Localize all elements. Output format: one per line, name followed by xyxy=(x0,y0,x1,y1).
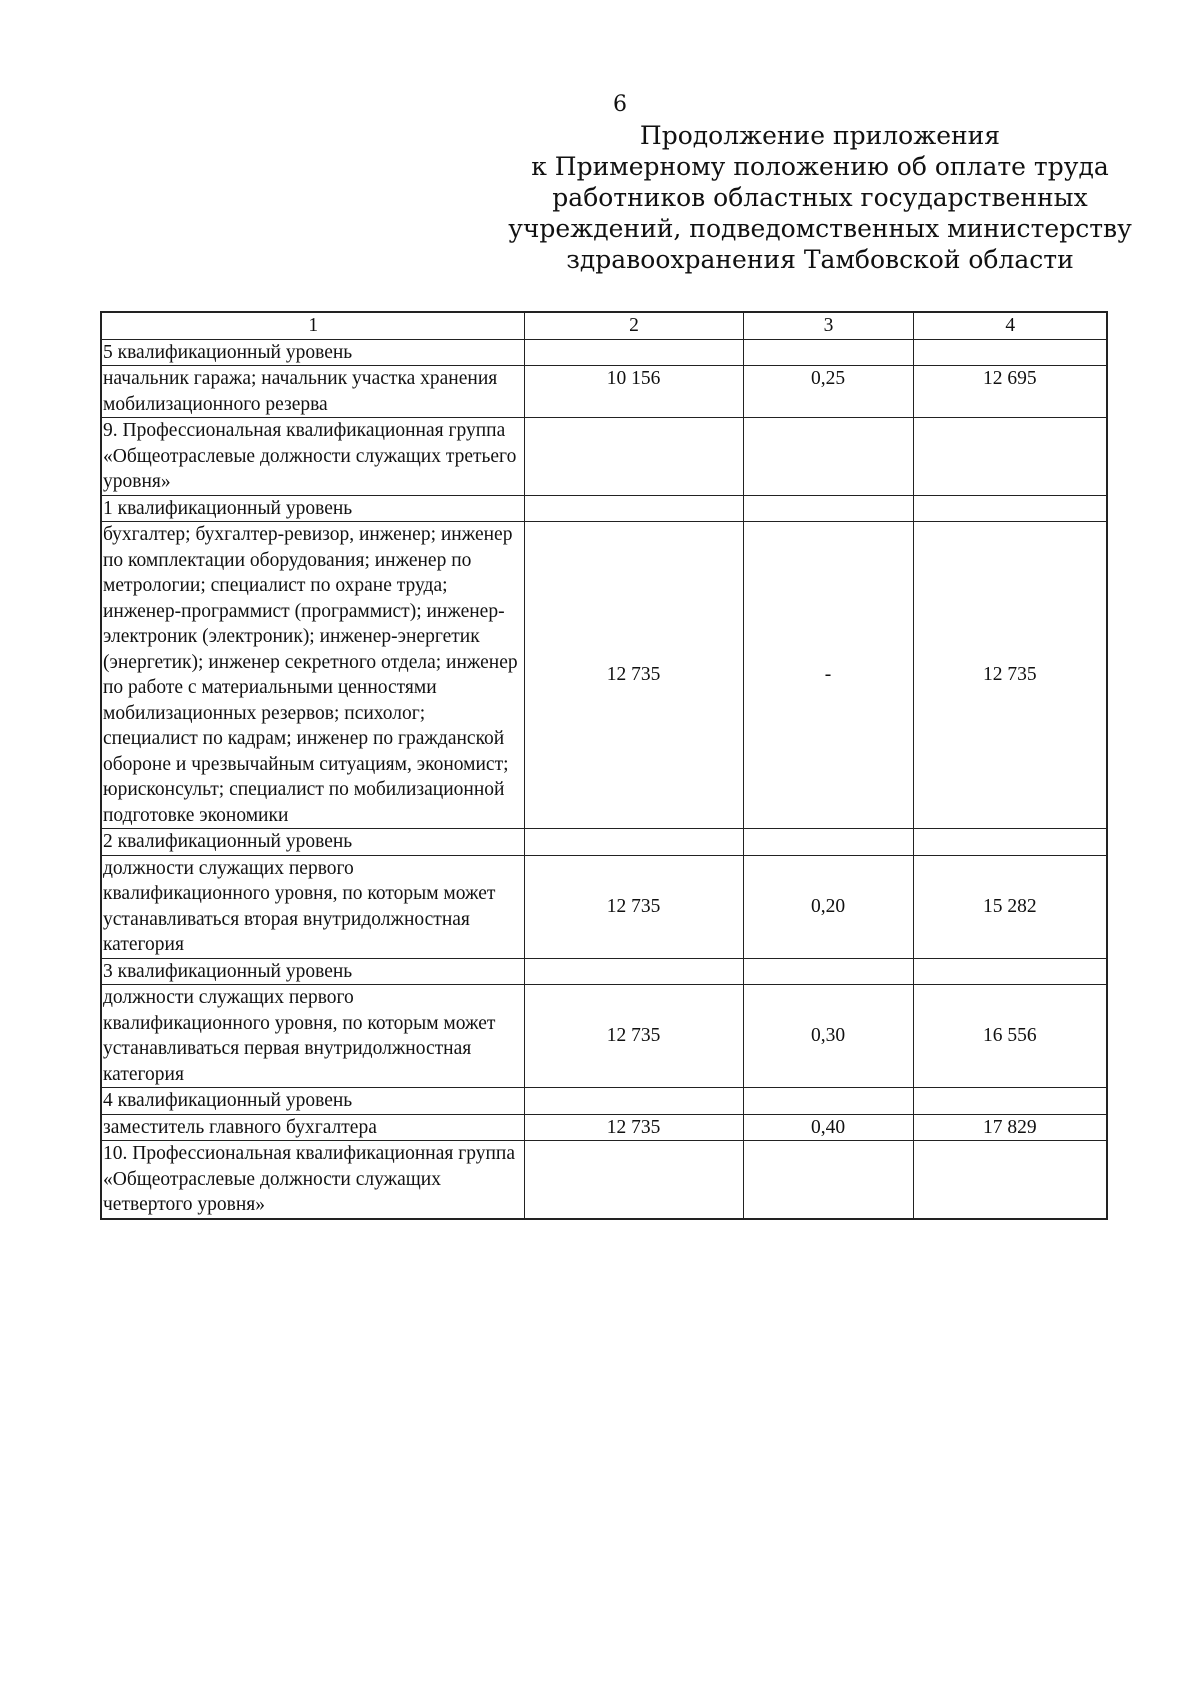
coefficient-cell xyxy=(743,1141,913,1219)
coefficient-cell xyxy=(743,829,913,856)
position-cell: заместитель главного бухгалтера xyxy=(101,1114,524,1141)
table-row xyxy=(101,495,1107,522)
salary-cell xyxy=(913,829,1107,856)
position-cell: должности служащих первого квалификационного уровня, по которым может устанавливаться вторая внутридолжностная категория xyxy=(101,855,524,958)
salary-table xyxy=(100,311,1108,1220)
salary-cell xyxy=(913,418,1107,496)
table-row xyxy=(101,958,1107,985)
base-salary-cell xyxy=(524,1088,743,1115)
position-cell: 9. Профессиональная квалификационная группа «Общеотраслевые должности служащих третьего уровня» xyxy=(101,418,524,496)
base-salary-cell xyxy=(524,495,743,522)
coefficient-cell: - xyxy=(743,522,913,829)
column-header: 2 xyxy=(524,312,743,339)
base-salary-cell: 10 156 xyxy=(524,366,743,418)
salary-cell xyxy=(913,958,1107,985)
base-salary-cell: 12 735 xyxy=(524,985,743,1088)
header-line: Продолжение приложения xyxy=(639,121,1001,150)
coefficient-cell: 0,25 xyxy=(743,366,913,418)
table-row xyxy=(101,1114,1107,1141)
salary-cell xyxy=(913,495,1107,522)
base-salary-cell: 12 735 xyxy=(524,1114,743,1141)
table-header-row xyxy=(101,312,1107,339)
base-salary-cell: 12 735 xyxy=(524,522,743,829)
base-salary-cell xyxy=(524,829,743,856)
coefficient-cell xyxy=(743,495,913,522)
table-row xyxy=(101,522,1107,829)
page-number: 6 xyxy=(613,92,627,117)
base-salary-cell xyxy=(524,958,743,985)
table-row xyxy=(101,1141,1107,1219)
position-cell: начальник гаража; начальник участка хранения мобилизационного резерва xyxy=(101,366,524,418)
table-row xyxy=(101,339,1107,366)
coefficient-cell: 0,40 xyxy=(743,1114,913,1141)
salary-cell: 12 695 xyxy=(913,366,1107,418)
table-row xyxy=(101,829,1107,856)
table-row xyxy=(101,1088,1107,1115)
column-header: 3 xyxy=(743,312,913,339)
salary-cell xyxy=(913,1088,1107,1115)
position-cell: 10. Профессиональная квалификационная группа «Общеотраслевые должности служащих четвертого уровня» xyxy=(101,1141,524,1219)
header-line: учреждений, подведомственных министерству xyxy=(508,214,1132,243)
position-cell: 1 квалификационный уровень xyxy=(101,495,524,522)
salary-cell: 15 282 xyxy=(913,855,1107,958)
header-line: здравоохранения Тамбовской области xyxy=(566,245,1074,274)
salary-cell xyxy=(913,1141,1107,1219)
base-salary-cell xyxy=(524,1141,743,1219)
position-cell: бухгалтер; бухгалтер-ревизор, инженер; инженер по комплектации оборудования; инженер по метрологии; специалист по охране труда; инженер-программист (программист); инженер-электроник (электроник); инженер-энергетик (энергетик); инженер секретного отдела; инженер по работе с материальными ценностями мобилизационных резервов; психолог; специалист по кадрам; инженер по гражданской обороне и чрезвычайным ситуациям, экономист; юрисконсульт; специалист по мобилизационной подготовке экономики xyxy=(101,522,524,829)
table-row xyxy=(101,418,1107,496)
table-row xyxy=(101,366,1107,418)
column-header: 4 xyxy=(913,312,1107,339)
salary-cell xyxy=(913,339,1107,366)
column-header: 1 xyxy=(101,312,524,339)
coefficient-cell: 0,30 xyxy=(743,985,913,1088)
table-row xyxy=(101,855,1107,958)
coefficient-cell xyxy=(743,1088,913,1115)
position-cell: должности служащих первого квалификационного уровня, по которым может устанавливаться первая внутридолжностная категория xyxy=(101,985,524,1088)
coefficient-cell: 0,20 xyxy=(743,855,913,958)
coefficient-cell xyxy=(743,418,913,496)
coefficient-cell xyxy=(743,339,913,366)
base-salary-cell xyxy=(524,418,743,496)
header-line: работников областных государственных xyxy=(552,183,1088,212)
position-cell: 2 квалификационный уровень xyxy=(101,829,524,856)
position-cell: 4 квалификационный уровень xyxy=(101,1088,524,1115)
position-cell: 3 квалификационный уровень xyxy=(101,958,524,985)
salary-cell: 17 829 xyxy=(913,1114,1107,1141)
appendix-header xyxy=(480,120,1160,275)
coefficient-cell xyxy=(743,958,913,985)
salary-cell: 12 735 xyxy=(913,522,1107,829)
base-salary-cell: 12 735 xyxy=(524,855,743,958)
salary-cell: 16 556 xyxy=(913,985,1107,1088)
header-line: к Примерному положению об оплате труда xyxy=(531,152,1109,181)
position-cell: 5 квалификационный уровень xyxy=(101,339,524,366)
table-row xyxy=(101,985,1107,1088)
base-salary-cell xyxy=(524,339,743,366)
